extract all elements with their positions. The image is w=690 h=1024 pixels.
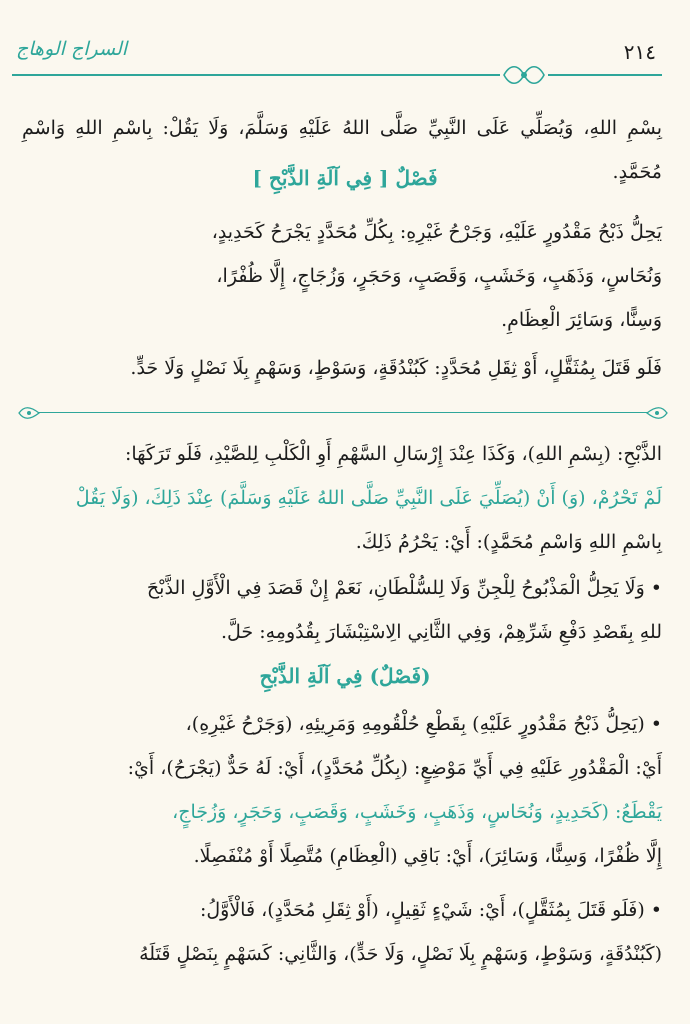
divider-ornament-icon xyxy=(646,406,668,420)
matn-text-line: بِسْمِ اللهِ، وَيُصَلِّي عَلَى النَّبِيِّ صَلَّى اللهُ عَلَيْهِ وَسَلَّمَ، وَلَا يَقُلْ: بِاسْمِ اللهِ وَاسْمِ مُحَمَّدٍ. xyxy=(22,117,662,183)
sharh-text-line: • وَلَا يَحِلُّ الْمَذْبُوحُ لِلْجِنِّ وَلَا لِلسُّلْطَانِ، نَعَمْ إِنْ قَصَدَ فِي الْأَوَّلِ الذَّبْحَ xyxy=(146,577,662,599)
section-divider xyxy=(18,404,668,422)
sharh-text-line: إِلَّا ظُفْرًا، وَسِنًّا، وَسَائِرَ)، أَيْ: بَاقِي (الْعِظَامِ) مُتَّصِلًا أَوْ مُنْفَصِلًا. xyxy=(193,845,662,867)
sharh-text-line: الذَّبْحِ: (بِسْمِ اللهِ)، وَكَذَا عِنْدَ إِرْسَالِ السَّهْمِ أَوِ الْكَلْبِ لِلصَّيْدِ، فَلَو تَرَكَهَا: xyxy=(124,443,662,465)
sharh-section-heading: (فَصْلٌ) فِي آلَةِ الذَّبْحِ xyxy=(259,664,431,688)
sharh-paragraph-3 xyxy=(22,702,662,878)
sharh-paragraph-1 xyxy=(22,432,662,564)
matn-text-line: فَلَو قَتَلَ بِمُثَقَّلٍ، أَوْ ثِقَلِ مُحَدَّدٍ: كَبُنْدُقَةٍ، وَسَوْطٍ، وَسَهْمٍ بِلَا نَصْلٍ وَلَا حَدٍّ. xyxy=(130,357,662,379)
sharh-text-line: • (يَحِلُّ ذَبْحُ مَقْدُورٍ عَلَيْهِ) بِقَطْعِ حُلْقُومِهِ وَمَرِيئِهِ، (وَجَرْحُ غَيْرِهِ)، xyxy=(185,713,662,735)
matn-paragraph-3 xyxy=(22,346,662,390)
sharh-paragraph-4 xyxy=(22,888,662,976)
sharh-text-line: لَمْ تَحْرُمْ، (وَ) أَنْ (يُصَلِّيَ عَلَى النَّبِيِّ صَلَّى اللهُ عَلَيْهِ وَسَلَّمَ) عِنْدَ ذَلِكَ، (وَلَا يَقُلْ xyxy=(75,487,662,509)
divider-ornament-icon xyxy=(18,406,40,420)
matn-text-line: وَنُحَاسٍ، وَذَهَبٍ، وَخَشَبٍ، وَقَصَبٍ، وَحَجَرٍ، وَزُجَاجٍ، إِلَّا ظُفْرًا، xyxy=(216,265,662,287)
matn-text-line: يَحِلُّ ذَبْحُ مَقْدُورٍ عَلَيْهِ، وَجَرْحُ غَيْرِهِ: بِكُلِّ مُحَدَّدٍ يَجْرَحُ كَحَدِيدٍ، xyxy=(211,221,662,243)
sharh-paragraph-2 xyxy=(22,566,662,654)
matn-section-heading: فَصْلٌ [ فِي آلَةِ الذَّبْحِ ] xyxy=(252,166,438,190)
matn-text-line: وَسِنًّا، وَسَائِرَ الْعِظَامِ. xyxy=(501,309,662,331)
floral-ornament-icon xyxy=(500,62,548,88)
page-number: ٢١٤ xyxy=(623,40,656,64)
sharh-text-line: يَقْطَعُ: (كَحَدِيدٍ، وَنُحَاسٍ، وَذَهَبٍ، وَخَشَبٍ، وَقَصَبٍ، وَحَجَرٍ، وَزُجَاجٍ، xyxy=(172,801,662,823)
sharh-text-line: • (فَلَو قَتَلَ بِمُثَقَّلٍ)، أَيْ: شَيْءٍ ثَقِيلٍ، (أَوْ ثِقَلِ مُحَدَّدٍ)، فَالْأَوَّلُ: xyxy=(199,899,662,921)
header-rule xyxy=(12,74,662,76)
sharh-text-line: للهِ بِقَصْدِ دَفْعِ شَرِّهِمْ، وَفِي الثَّانِي الِاسْتِبْشَارَ بِقُدُومِهِ: حَلَّ. xyxy=(221,621,662,643)
matn-paragraph-2 xyxy=(22,210,662,342)
divider-line xyxy=(38,412,648,413)
sharh-text-line: (كَبُنْدُقَةٍ، وَسَوْطٍ، وَسَهْمٍ بِلَا نَصْلٍ، وَلَا حَدٍّ)، وَالثَّانِي: كَسَهْمٍ بِنَصْلٍ قَتَلَهُ xyxy=(139,943,662,965)
page-header xyxy=(12,38,662,98)
sharh-text-line: بِاسْمِ اللهِ وَاسْمِ مُحَمَّدٍ): أَيْ: يَحْرُمُ ذَلِكَ. xyxy=(355,531,662,553)
book-title: السراج الوهاج xyxy=(16,38,128,60)
sharh-text-line: أَيْ: الْمَقْدُورِ عَلَيْهِ فِي أَيِّ مَوْضِعٍ: (بِكُلِّ مُحَدَّدٍ)، أَيْ: لَهُ حَدٌّ (يَجْرَحُ)، أَيْ: xyxy=(127,757,662,779)
